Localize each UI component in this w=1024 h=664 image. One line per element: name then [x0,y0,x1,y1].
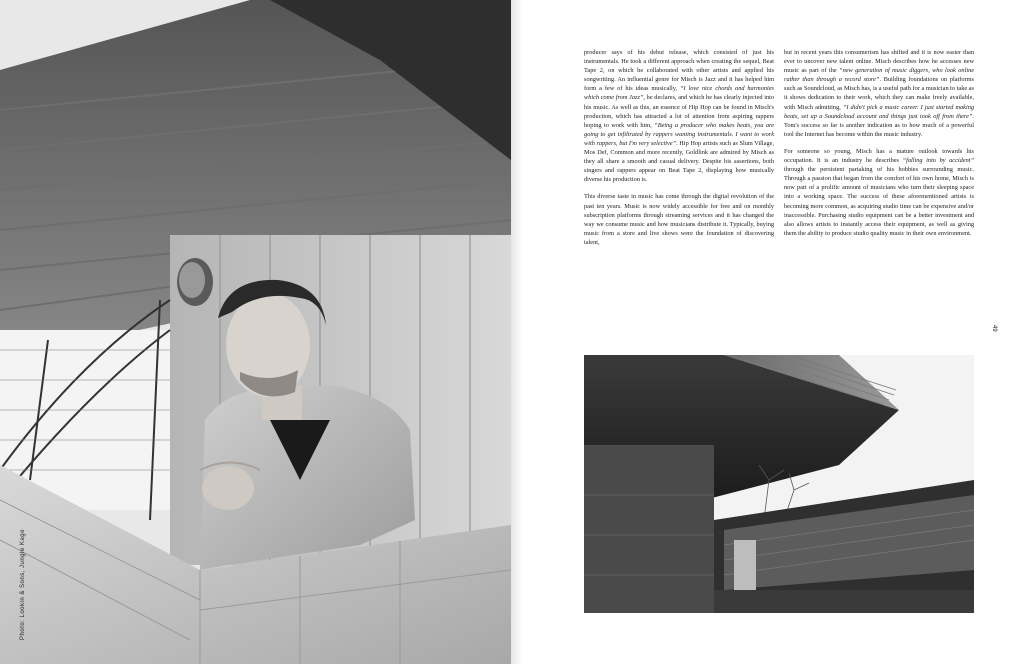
article-paragraph: For someone so young, Misch has a mature outlook towards his occupation. It is an industry he describes “falling into by accident” through the persistent partaking of his hobbies surrounding music. Through a passion that began from the comfort of his own home, Misch is now part of a prolific amount of musicians who turn their sleeping space into a working space. The success of these aforementioned artists is becoming more common, as acquiring studio time can be expensive and/or inaccessible. Purchasing studio equipment can be a better investment and also allows artists to instantly access their equipment, as well as giving them the ability to produce studio quality music in their own environment. [784,147,974,237]
quote: “Being a producer who makes beats, you are going to get infiltrated by rappers wanting instrumentals. I want to work with rappers, but I'm very selective” [584,121,774,147]
architecture-photo [584,355,974,613]
quote: “falling into by accident” [902,157,974,165]
quote: “I love nice chords and harmonies which come from Jazz” [584,85,774,102]
article-column-1 [584,48,774,255]
page-gutter [511,0,523,664]
portrait-photo [0,0,511,664]
photo-credit: Photo: Lookin & Sons, Jungle Kage [20,529,26,640]
page-number: 49 [991,325,997,332]
article-column-2 [784,48,974,246]
article-paragraph: This diverse taste in music has come through the digital revolution of the past ten years. Music is now widely accessible for free and on monthly subscription platforms through streaming services and it has changed the way we consume music and how musicians distribute it. Typically, buying music from a store and live shows were the foundation of discovering talent, [584,193,774,246]
quote: “new generation of music diggers, who look online rather than through a record store” [784,67,975,84]
article-paragraph: but in recent years this consumerism has shifted and it is now easier than ever to uncover new talent online. Misch describes how he accesses new music as part of the “new generation of music diggers, who look online rather than through a record store”. Building foundations on platforms such as Soundcloud, as Misch has, is a useful path for a musician to take as it shows dedication to their work, which they can make freely available, with Misch admitting, “I didn't pick a music career. I just started making beats, set up a Soundcloud account and things just took off from there”. Tom's success so far is another indication as to how much of a powerful tool the Internet has become within the music industry. [784,49,975,138]
article-paragraph: producer says of his debut release, which consisted of just his instrumentals. He took a different approach when creating the sequel, Beat Tape 2, on which he collaborated with other artists and applied his songwriting. An influential genre for Misch is Jazz and it has helped him form a few of his ideas musically, “I love nice chords and harmonies which come from Jazz”, he declares, and which he has clearly injected into his music. As well as this, an essence of Hip Hop can be found in Misch's production, which has attracted a lot of attention from aspiring rappers hoping to work with him, “Being a producer who makes beats, you are going to get infiltrated by rappers wanting instrumentals. I want to work with rappers, but I'm very selective”. Hip Hop artists such as Slum Village, Mos Def, Common and more recently, Goldlink are admired by Misch as they all share a smooth and casual delivery. Despite his assertions, both singers and rappers appear on Beat Tape 2, displaying how musically diverse his production is. [584,49,774,184]
quote: “I didn't pick a music career. I just started making beats, set up a Soundcloud account and things just took off from there” [784,103,974,120]
